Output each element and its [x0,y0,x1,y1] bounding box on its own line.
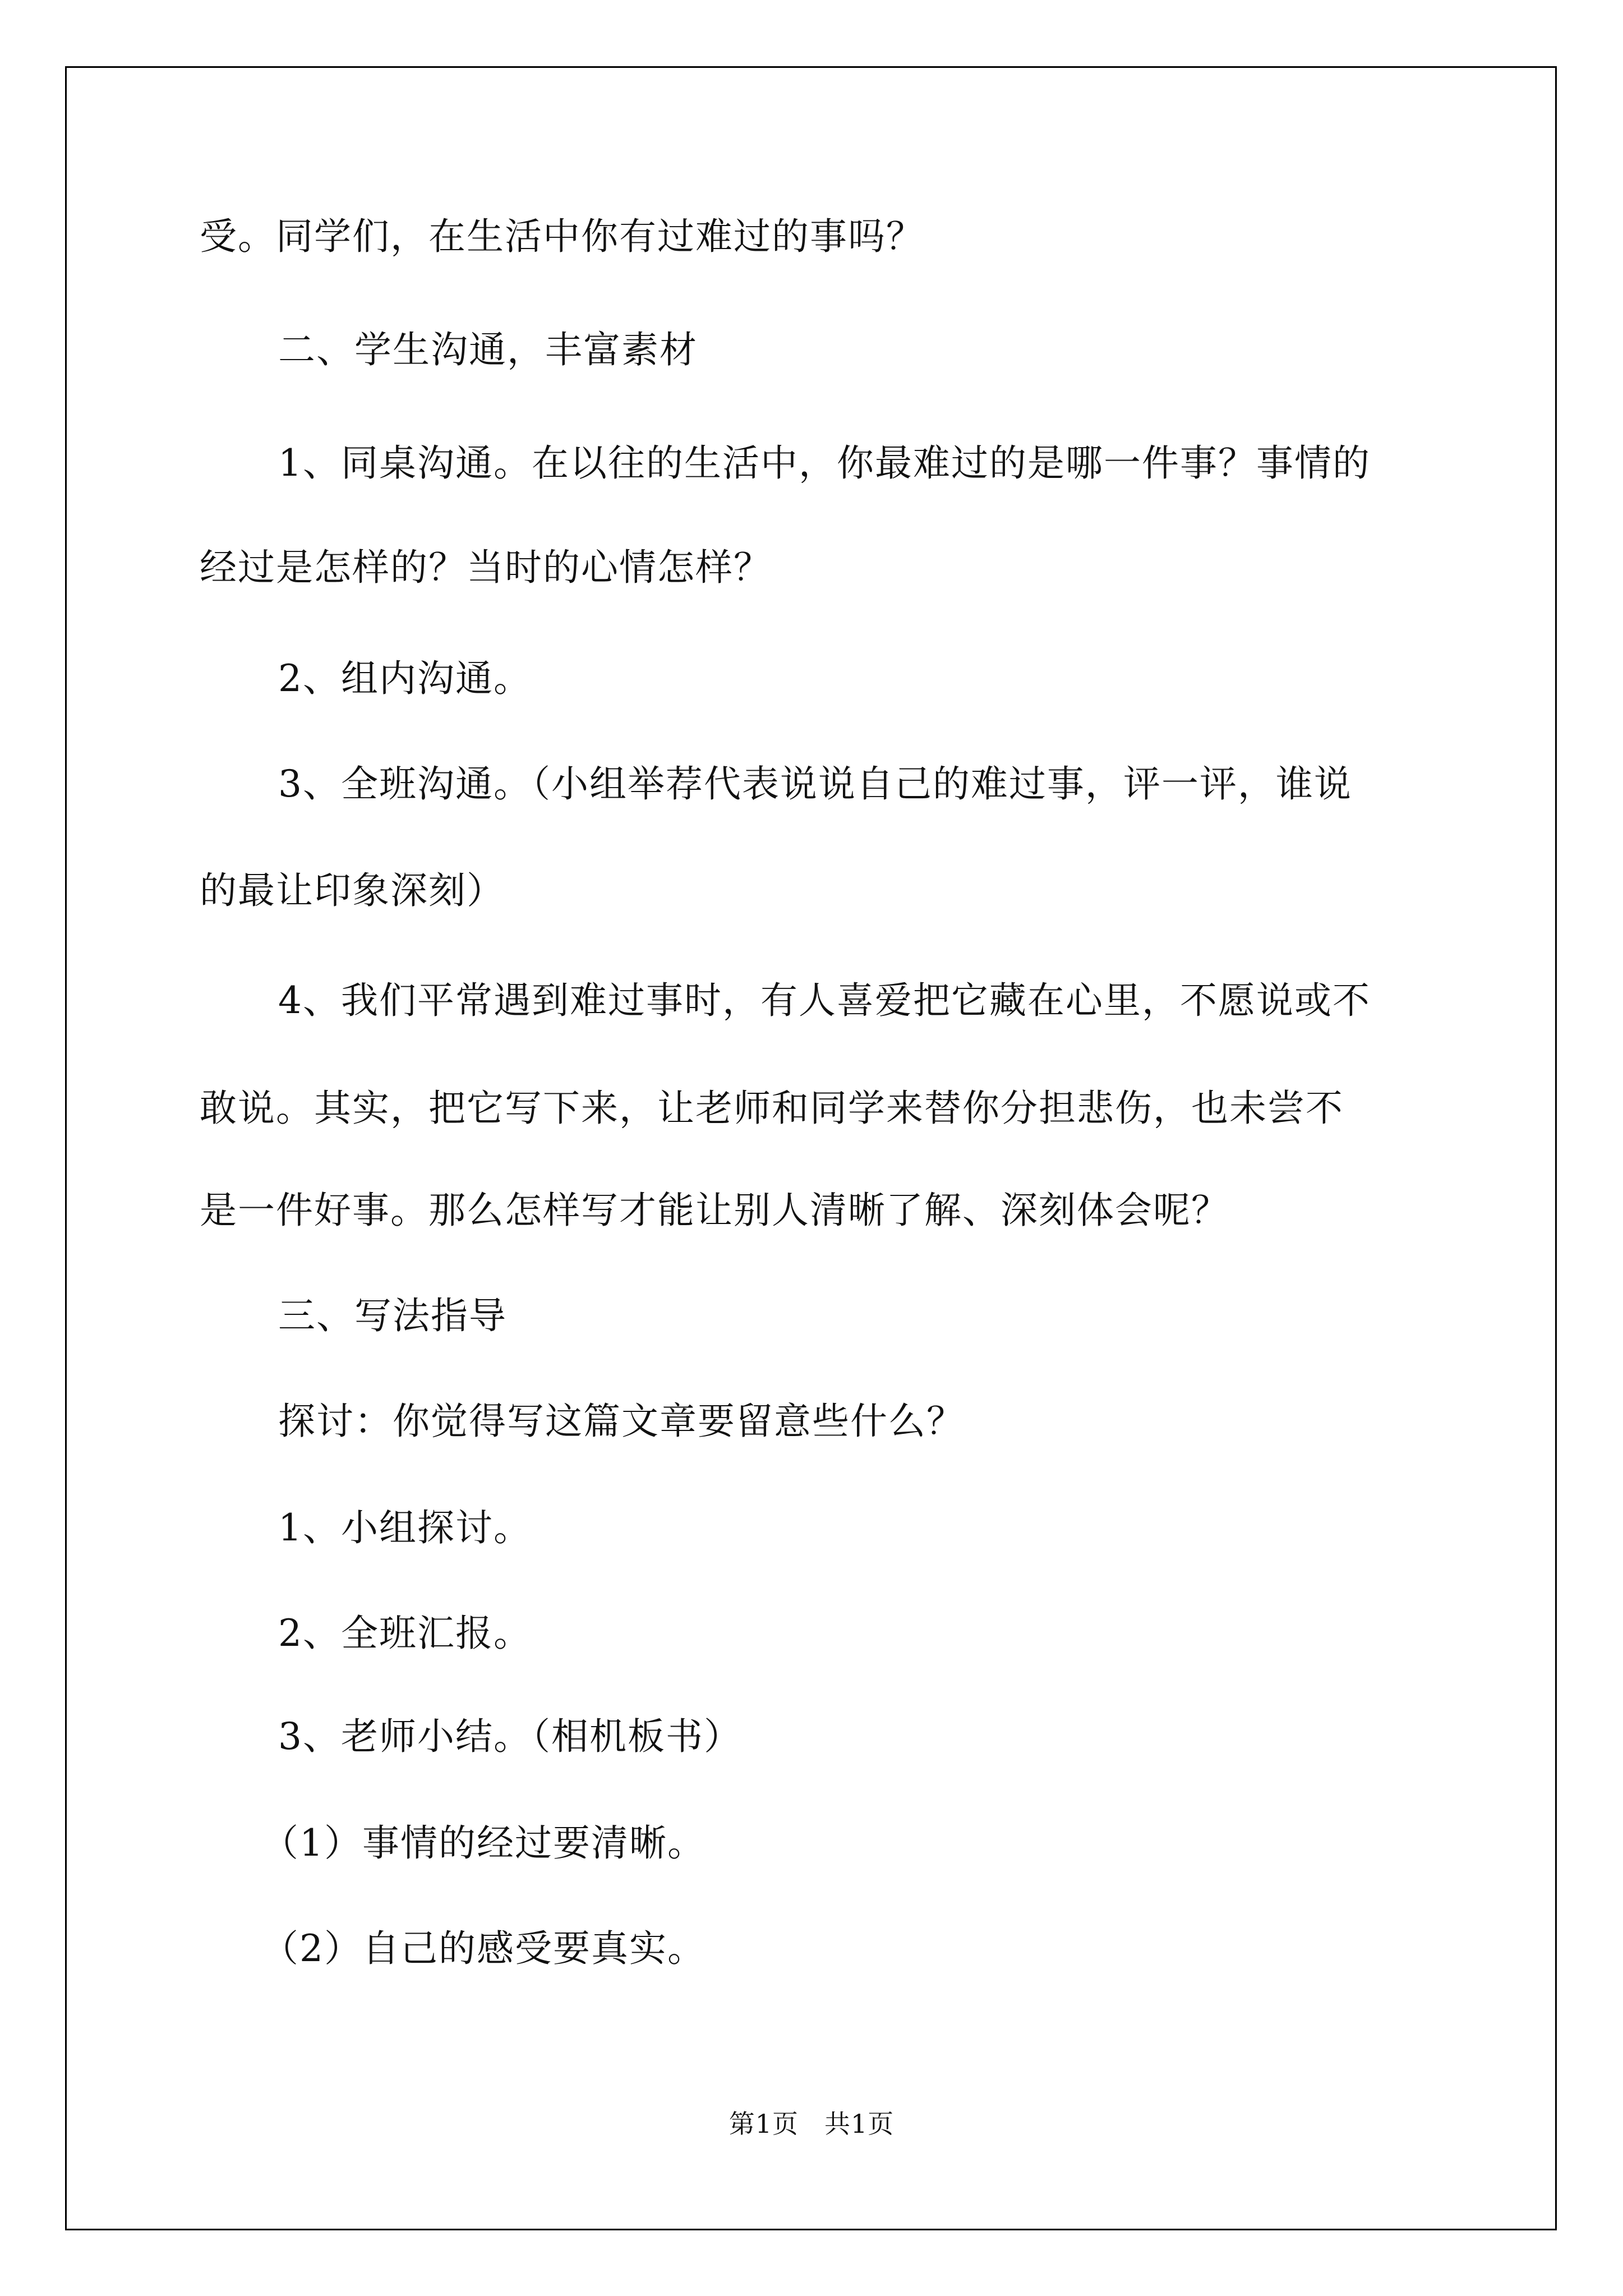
text-line: 的最让印象深刻） [200,869,505,912]
text-line: 敢说。其实，把它写下来，让老师和同学来替你分担悲伤，也未尝不 [200,1087,1344,1130]
page-number-total: 共1页 [824,2109,895,2139]
text-line: 2、全班汇报。 [278,1612,532,1655]
text-line: 2、组内沟通。 [278,657,532,700]
text-line: 1、小组探讨。 [278,1506,532,1549]
page-number-current: 第1页 [728,2109,799,2139]
text-line: 3、老师小结。（相机板书） [278,1715,742,1758]
text-line: （2）自己的感受要真实。 [261,1927,706,1970]
text-line: 是一件好事。那么怎样写才能让别人清晰了解、深刻体会呢？ [200,1189,1229,1232]
text-line: 经过是怎样的？当时的心情怎样？ [200,546,772,589]
section-heading: 二、学生沟通，丰富素材 [278,328,698,371]
text-line: 4、我们平常遇到难过事时，有人喜爱把它藏在心里，不愿说或不 [278,979,1371,1022]
text-line: （1）事情的经过要清晰。 [261,1821,706,1865]
text-line: 受。同学们，在生活中你有过难过的事吗？ [200,215,924,258]
page-footer [0,2108,1623,2139]
text-line: 3、全班沟通。（小组举荐代表说说自己的难过事，评一评，谁说 [278,762,1352,806]
text-line: 探讨：你觉得写这篇文章要留意些什么？ [278,1400,965,1443]
text-line: 1、同桌沟通。在以往的生活中，你最难过的是哪一件事？事情的 [278,441,1371,485]
section-heading: 三、写法指导 [278,1294,507,1337]
page-border [65,66,1557,2230]
